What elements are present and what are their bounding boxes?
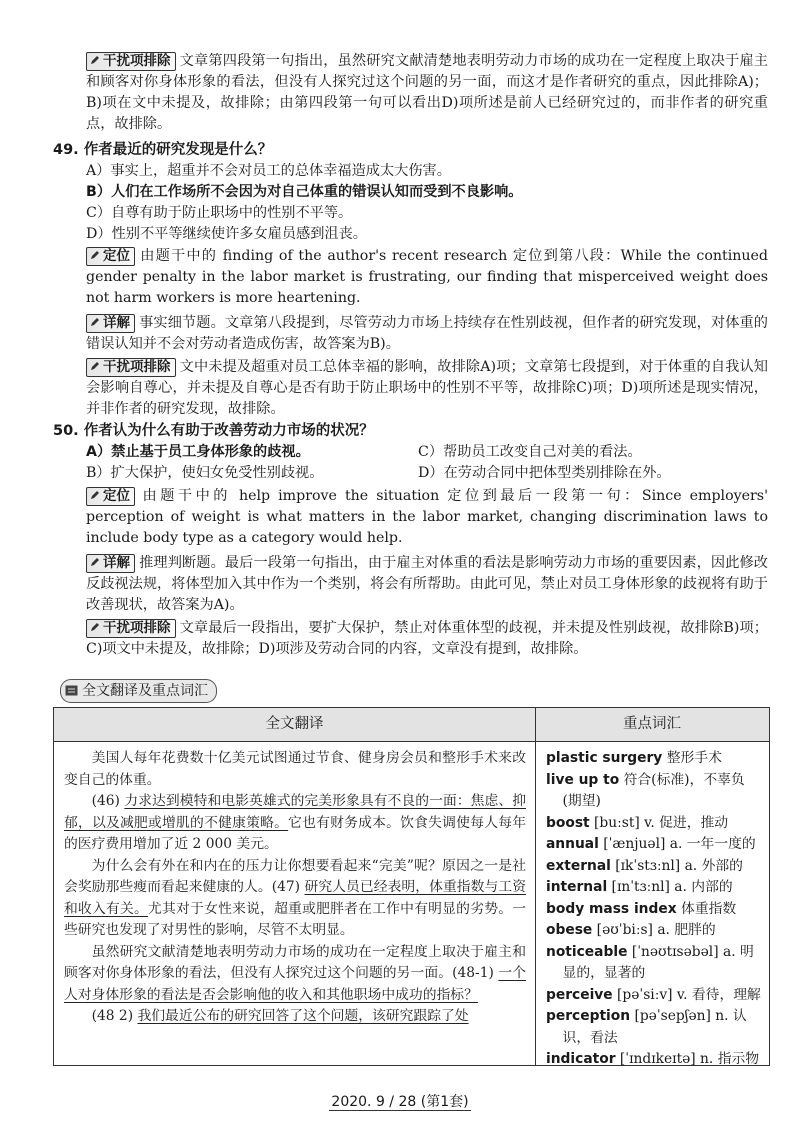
translation-paragraph: (48 2) 我们最近公布的研究回答了这个问题，该研究跟踪了处	[91, 1008, 469, 1024]
pen-icon	[89, 621, 101, 633]
translation-table	[53, 707, 770, 1066]
vocab-word: live up to	[546, 771, 620, 788]
table-column-divider	[535, 708, 536, 1065]
translation-paragraph: 虽然研究文献清楚地表明劳动力市场的成功在一定程度上取决于雇主和顾客对你身体形象的看法，但没有人探究过这个问题的另一面。(48-1) 一个人对身体形象的看法是否会影响他的收入和其他职场中成功的指标？	[64, 943, 527, 1003]
book-icon	[65, 685, 78, 696]
vocab-definition: 符合(标准)，不辜负	[619, 771, 745, 788]
vocab-item-continuation	[546, 1028, 764, 1050]
vocab-word: external	[546, 857, 611, 874]
vocab-item	[546, 748, 764, 770]
q49-locate-block	[86, 246, 768, 309]
q50-distractor-text: 文章最后一段指出，要扩大保护，禁止对体重体型的歧视，并未提及性别歧视，故排除B)项；C)项文中未提及，故排除；D)项涉及劳动合同的内容，文章没有提到，故排除。	[86, 620, 768, 657]
vocab-item	[546, 985, 764, 1007]
underlined-sentence: 我们最近公布的研究回答了这个问题，该研究跟踪了处	[137, 1008, 469, 1024]
vocab-list	[546, 748, 764, 1071]
q49-distractor-text: 文中未提及超重对员工总体幸福的影响，故排除A)项；文章第七段提到，对于体重的自我认知会影响自尊心，并未提及自尊心是否有助于防止职场中的性别不平等，故排除C)项；D)项所述是现实情况，并非作者的研究发现，故排除。	[86, 359, 768, 417]
vocab-definition: [əʊˈbiːs] a. 肥胖的	[592, 922, 716, 938]
vocab-word: perception	[546, 1008, 631, 1024]
q50-option-a: A）禁止基于员工身体形象的歧视。	[86, 444, 310, 460]
vocab-item-continuation	[546, 963, 764, 985]
vocab-item	[546, 899, 764, 921]
q50-explain-text: 推理判断题。最后一段第一句指出，由于雇主对体重的看法是影响劳动力市场的重要因素，因此修改反歧视法规，将体型加入其中作为一个类别，将会有所帮助。由此可见，禁止对员工身体形象的歧视将有助于改善现状，故答案为A)。	[86, 555, 768, 613]
underlined-sentence: 力求达到模特和电影英雄式的完美形象具有不良的一面：焦虑、抑郁，以及减肥或增肌的不健康策略。	[64, 793, 526, 831]
q48-distractor-text: 文章第四段第一句指出，虽然研究文献清楚地表明劳动力市场的成功在一定程度上取决于雇主和顾客对你身体形象的看法，但没有人探究过这个问题的另一面，而这才是作者研究的重点，因此排除A)；B)项在文中未提及，故排除；由第四段第一句可以看出D)项所述是前人已经研究过的，而非作者的研究重点，故排除。	[86, 53, 768, 132]
pen-icon	[89, 556, 101, 568]
vocab-item	[546, 813, 764, 835]
pen-icon	[89, 489, 101, 501]
vocab-item	[546, 834, 764, 856]
pen-icon	[89, 249, 101, 261]
q50-locate-block	[86, 486, 768, 549]
q50-distractor-block	[86, 618, 768, 660]
translation-paragraph: (46) 力求达到模特和电影英雄式的完美形象具有不良的一面：焦虑、抑郁，以及减肥或增肌的不健康策略。它也有财务成本。饮食失调使每人每年的医疗费用增加了近 2 000 美元。	[64, 793, 527, 852]
q50-option-c: C）帮助员工改变自己对美的看法。	[418, 444, 642, 460]
vocab-item	[546, 942, 764, 964]
q50-option-d: D）在劳动合同中把体型类别排除在外。	[418, 465, 671, 481]
q49-locate-text: 由题干中的 finding of the author's recent research 定位到第八段：While the continued gender penalty in the labor market is frustrating, our finding that misperceived weight does not harm workers is more heartening.	[86, 248, 768, 306]
vocab-definition-cont: (期望)	[562, 793, 601, 809]
vocab-word: plastic surgery	[546, 750, 663, 766]
pen-icon	[89, 360, 101, 372]
underlined-sentence: 研究人员已经表明，体重指数与工资和收入有关。	[64, 879, 526, 917]
vocab-definition: [buːst] v. 促进，推动	[589, 814, 729, 831]
vocab-definition: [ˈɪndɪkeɪtə] n. 指示物	[615, 1051, 760, 1067]
q49-option-d: D）性别不平等继续使许多女雇员感到沮丧。	[86, 226, 367, 242]
vocab-word: body mass index	[546, 900, 677, 917]
translation-paragraph: 美国人每年花费数十亿美元试图通过节食、健身房会员和整形手术来改变自己的体重。	[64, 750, 526, 788]
q50-explain-block	[86, 553, 768, 616]
vocab-definition: [ˈnəʊtɪsəbəl] a. 明	[627, 943, 754, 960]
vocab-item	[546, 1049, 764, 1071]
q49-option-a: A）事实上，超重并不会对员工的总体幸福造成太大伤害。	[86, 163, 451, 179]
vocab-item	[546, 877, 764, 899]
vocab-definition: [pəˈsiːv] v. 看待，理解	[612, 986, 761, 1003]
underlined-sentence: 一个人对身体形象的看法是否会影响他的收入和其他职场中成功的指标？	[64, 965, 527, 1003]
q49-explain-block	[86, 313, 768, 355]
vocab-word: noticeable	[546, 943, 628, 960]
locate-tag: 定位	[86, 247, 135, 266]
section-title-tag	[60, 679, 217, 703]
vocab-item	[546, 1006, 764, 1028]
distractor-tag: 干扰项排除	[86, 358, 176, 377]
vocab-item-continuation	[546, 791, 764, 813]
section-title: 全文翻译及重点词汇	[82, 683, 208, 699]
vocab-definition-cont: 识，看法	[562, 1029, 618, 1046]
vocab-word: obese	[546, 922, 593, 938]
vocab-word: indicator	[546, 1051, 616, 1067]
page-footer: 2020. 9 / 28 (第1套)	[331, 1094, 469, 1110]
vocab-item	[546, 920, 764, 942]
vocab-item	[546, 770, 764, 792]
translation-paragraph: 为什么会有外在和内在的压力让你想要看起来“完美”呢？原因之一是社会奖励那些瘦而看起来健康的人。(47) 研究人员已经表明，体重指数与工资和收入有关。尤其对于女性来说，超重或肥胖者在工作中有明显的劣势。一些研究也发现了对男性的影响，尽管不太明显。	[64, 857, 527, 938]
vocab-definition-cont: 显的，显著的	[562, 965, 646, 981]
vocab-word: internal	[546, 879, 608, 895]
vocab-definition: [ɪnˈtɜːnl] a. 内部的	[607, 879, 733, 895]
vocab-item	[546, 856, 764, 878]
q49-explain-text: 事实细节题。文章第八段提到，尽管劳动力市场上持续存在性别歧视，但作者的研究发现，对体重的错误认知并不会对劳动者造成伤害，故答案为B)。	[86, 315, 768, 352]
q50-stem: 50. 作者认为什么有助于改善劳动力市场的状况？	[53, 423, 374, 439]
q49-stem: 49. 作者最近的研究发现是什么？	[53, 142, 273, 158]
translation-text	[64, 748, 526, 1028]
q49-option-c: C）自尊有助于防止职场中的性别不平等。	[86, 205, 353, 221]
vocab-definition: 整形手术	[662, 750, 722, 766]
table-header-vocab: 重点词汇	[535, 708, 769, 742]
pen-icon	[89, 54, 101, 66]
vocab-definition: [pəˈsepʃən] n. 认	[630, 1008, 747, 1024]
q50-locate-text: 由题干中的 help improve the situation 定位到最后一段第一句：Since employers' perception of weight is what matters in the labor market, changing discrimination laws to include body type as a category would help.	[86, 488, 768, 546]
explain-tag: 详解	[86, 554, 135, 573]
vocab-word: annual	[546, 836, 599, 852]
q48-distractor-block	[86, 51, 768, 135]
explain-tag: 详解	[86, 314, 135, 333]
distractor-tag: 干扰项排除	[86, 52, 176, 71]
vocab-definition: [ˈænjuəl] a. 一年一度的	[598, 836, 756, 852]
locate-tag: 定位	[86, 487, 135, 506]
q50-option-b: B）扩大保护，使妇女免受性别歧视。	[86, 465, 324, 481]
distractor-tag: 干扰项排除	[86, 619, 176, 638]
vocab-word: perceive	[546, 986, 613, 1003]
vocab-definition: [ɪkˈstɜːnl] a. 外部的	[610, 857, 743, 874]
q49-option-b: B）人们在工作场所不会因为对自己体重的错误认知而受到不良影响。	[86, 184, 523, 200]
table-header-translation: 全文翻译	[54, 708, 535, 742]
vocab-word: boost	[546, 814, 590, 831]
q49-distractor-block	[86, 357, 768, 420]
pen-icon	[89, 316, 101, 328]
vocab-definition: 体重指数	[676, 900, 737, 917]
